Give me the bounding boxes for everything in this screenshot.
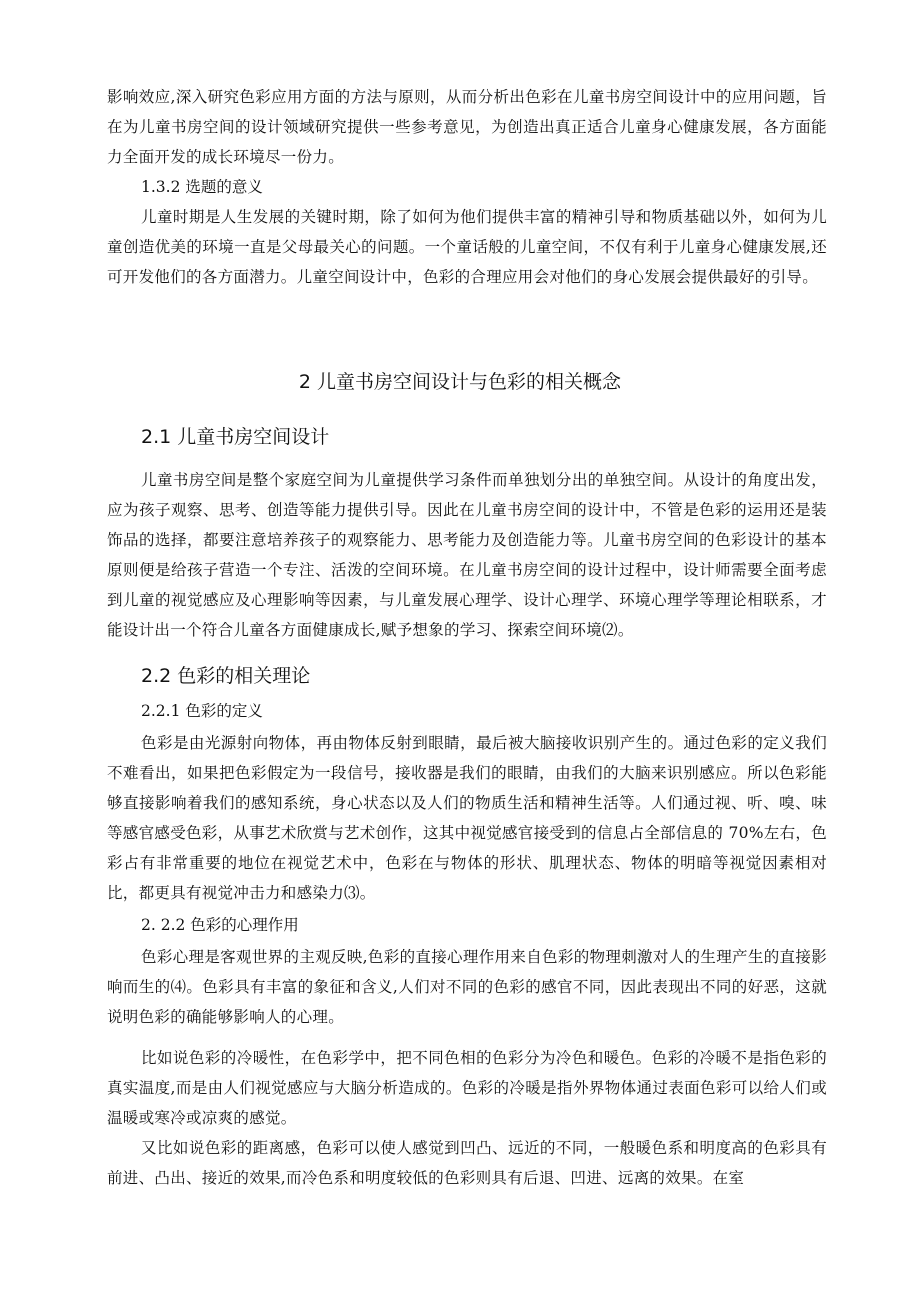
section-1-3-2-heading: 1.3.2 选题的意义 bbox=[141, 178, 263, 196]
section-2-2-2-paragraph-1: 色彩心理是客观世界的主观反映,色彩的直接心理作用来自色彩的物理刺激对人的生理产生的直接影响而生的⑷。色彩具有丰富的象征和含义,人们对不同的色彩的感官不同，因此表现出不同的好恶，这就说明色彩的确能够影响人的心理。 bbox=[107, 948, 827, 1026]
intro-paragraph: 影响效应,深入研究色彩应用方面的方法与原则，从而分析出色彩在儿童书房空间设计中的应用问题，旨在为儿童书房空间的设计领域研究提供一些参考意见，为创造出真正适合儿童身心健康发展，各方面能力全面开发的成长环境尽一份力。 bbox=[107, 88, 827, 166]
section-2-2-1-heading: 2.2.1 色彩的定义 bbox=[141, 702, 263, 720]
section-2-1-heading: 2.1 儿童书房空间设计 bbox=[141, 426, 330, 448]
section-2-2-2-heading: 2. 2.2 色彩的心理作用 bbox=[141, 916, 299, 934]
section-1-3-2-paragraph: 儿童时期是人生发展的关键时期，除了如何为他们提供丰富的精神引导和物质基础以外，如何为儿童创造优美的环境一直是父母最关心的问题。一个童话般的儿童空间，不仅有利于儿童身心健康发展,还可开发他们的各方面潜力。儿童空间设计中，色彩的合理应用会对他们的身心发展会提供最好的引导。 bbox=[107, 208, 827, 286]
section-2-1-paragraph: 儿童书房空间是整个家庭空间为儿童提供学习条件而单独划分出的单独空间。从设计的角度出发，应为孩子观察、思考、创造等能力提供引导。因此在儿童书房空间的设计中，不管是色彩的运用还是装饰品的选择，都要注意培养孩子的观察能力、思考能力及创造能力等。儿童书房空间的色彩设计的基本原则便是给孩子营造一个专注、活泼的空间环境。在儿童书房空间的设计过程中，设计师需要全面考虑到儿童的视觉感应及心理影响等因素，与儿童发展心理学、设计心理学、环境心理学等理论相联系，才能设计出一个符合儿童各方面健康成长,赋予想象的学习、探索空间环境⑵。 bbox=[107, 471, 827, 639]
section-2-2-heading: 2.2 色彩的相关理论 bbox=[141, 665, 311, 687]
section-2-2-2-paragraph-3: 又比如说色彩的距离感，色彩可以使人感觉到凹凸、远近的不同，一般暖色系和明度高的色彩具有前进、凸出、接近的效果,而冷色系和明度较低的色彩则具有后退、凹进、远离的效果。在室 bbox=[107, 1139, 827, 1187]
chapter-2-title: 2 儿童书房空间设计与色彩的相关概念 bbox=[298, 371, 622, 393]
section-2-2-1-paragraph: 色彩是由光源射向物体，再由物体反射到眼睛，最后被大脑接收识别产生的。通过色彩的定义我们不难看出，如果把色彩假定为一段信号，接收器是我们的眼睛，由我们的大脑来识别感应。所以色彩能够直接影响着我们的感知系统，身心状态以及人们的物质生活和精神生活等。人们通过视、听、嗅、味等感官感受色彩，从事艺术欣赏与艺术创作，这其中视觉感官接受到的信息占全部信息的 70%左右，色彩占有非常重要的地位在视觉艺术中，色彩在与物体的形状、肌理状态、物体的明暗等视觉因素相对比，都更具有视觉冲击力和感染力⑶。 bbox=[107, 734, 827, 902]
section-2-2-2-paragraph-2: 比如说色彩的冷暖性，在色彩学中，把不同色相的色彩分为冷色和暖色。色彩的冷暖不是指色彩的真实温度,而是由人们视觉感应与大脑分析造成的。色彩的冷暖是指外界物体通过表面色彩可以给人们或温暖或寒冷或凉爽的感觉。 bbox=[107, 1049, 827, 1127]
